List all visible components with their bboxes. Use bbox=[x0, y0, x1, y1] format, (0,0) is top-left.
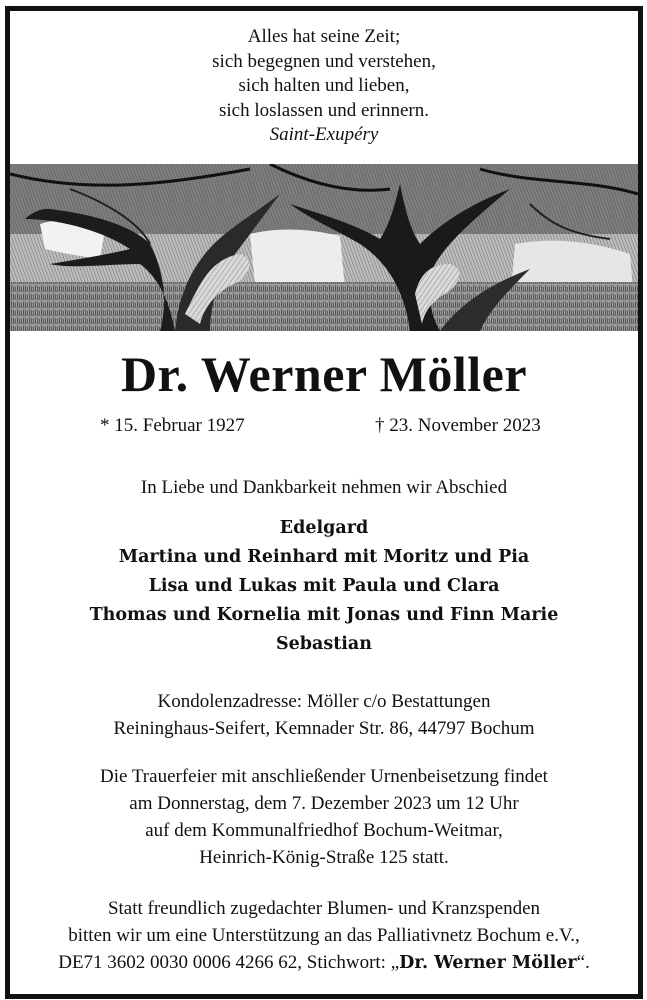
donation-iban-line bbox=[10, 949, 638, 977]
quote-block bbox=[10, 25, 638, 148]
quote-author: Saint-Exupéry bbox=[269, 124, 379, 145]
quote-line: sich loslassen und erinnern. bbox=[218, 99, 429, 121]
quote-line: sich halten und lieben, bbox=[238, 75, 410, 96]
condolence-line: Reininghaus-Seifert, Kemnader Str. 86, 44797 Bochum bbox=[113, 718, 535, 739]
mourners-list bbox=[10, 514, 638, 659]
condolence-address bbox=[10, 688, 638, 742]
donation-iban-suffix: “. bbox=[576, 952, 590, 973]
donation-iban-prefix: DE71 3602 0030 0006 4266 62, Stichwort: „ bbox=[58, 952, 400, 973]
donation-line: bitten wir um eine Unterstützung an das Palliativnetz Bochum e.V., bbox=[68, 925, 580, 946]
donation-keyword: Dr. Werner Möller bbox=[399, 953, 577, 973]
mourner-line: Sebastian bbox=[276, 634, 372, 654]
funeral-service-info bbox=[10, 763, 638, 871]
service-line: Die Trauerfeier mit anschließender Urnenbeisetzung findet bbox=[100, 766, 548, 787]
condolence-line: Kondolenzadresse: Möller c/o Bestattungen bbox=[157, 691, 491, 712]
willow-trees-artwork bbox=[10, 164, 638, 331]
birth-date: * 15. Februar 1927 bbox=[100, 415, 245, 436]
quote-line: Alles hat seine Zeit; bbox=[247, 26, 401, 47]
service-line: auf dem Kommunalfriedhof Bochum-Weitmar, bbox=[145, 820, 503, 841]
obituary-frame bbox=[5, 6, 643, 999]
death-date: † 23. November 2023 bbox=[375, 415, 541, 436]
farewell-intro: In Liebe und Dankbarkeit nehmen wir Abschied bbox=[140, 477, 508, 498]
donation-info bbox=[10, 895, 638, 977]
service-line: Heinrich-König-Straße 125 statt. bbox=[199, 847, 449, 868]
deceased-name: Dr. Werner Möller bbox=[120, 346, 528, 402]
mourner-line: Martina und Reinhard mit Moritz und Pia bbox=[118, 547, 530, 567]
mourner-line: Edelgard bbox=[279, 518, 369, 538]
mourner-line: Thomas und Kornelia mit Jonas und Finn Marie bbox=[89, 605, 559, 625]
service-line: am Donnerstag, dem 7. Dezember 2023 um 12 Uhr bbox=[129, 793, 519, 814]
quote-line: sich begegnen und verstehen, bbox=[212, 50, 436, 72]
donation-line: Statt freundlich zugedachter Blumen- und Kranzspenden bbox=[107, 898, 541, 919]
mourner-line: Lisa und Lukas mit Paula und Clara bbox=[148, 576, 500, 596]
